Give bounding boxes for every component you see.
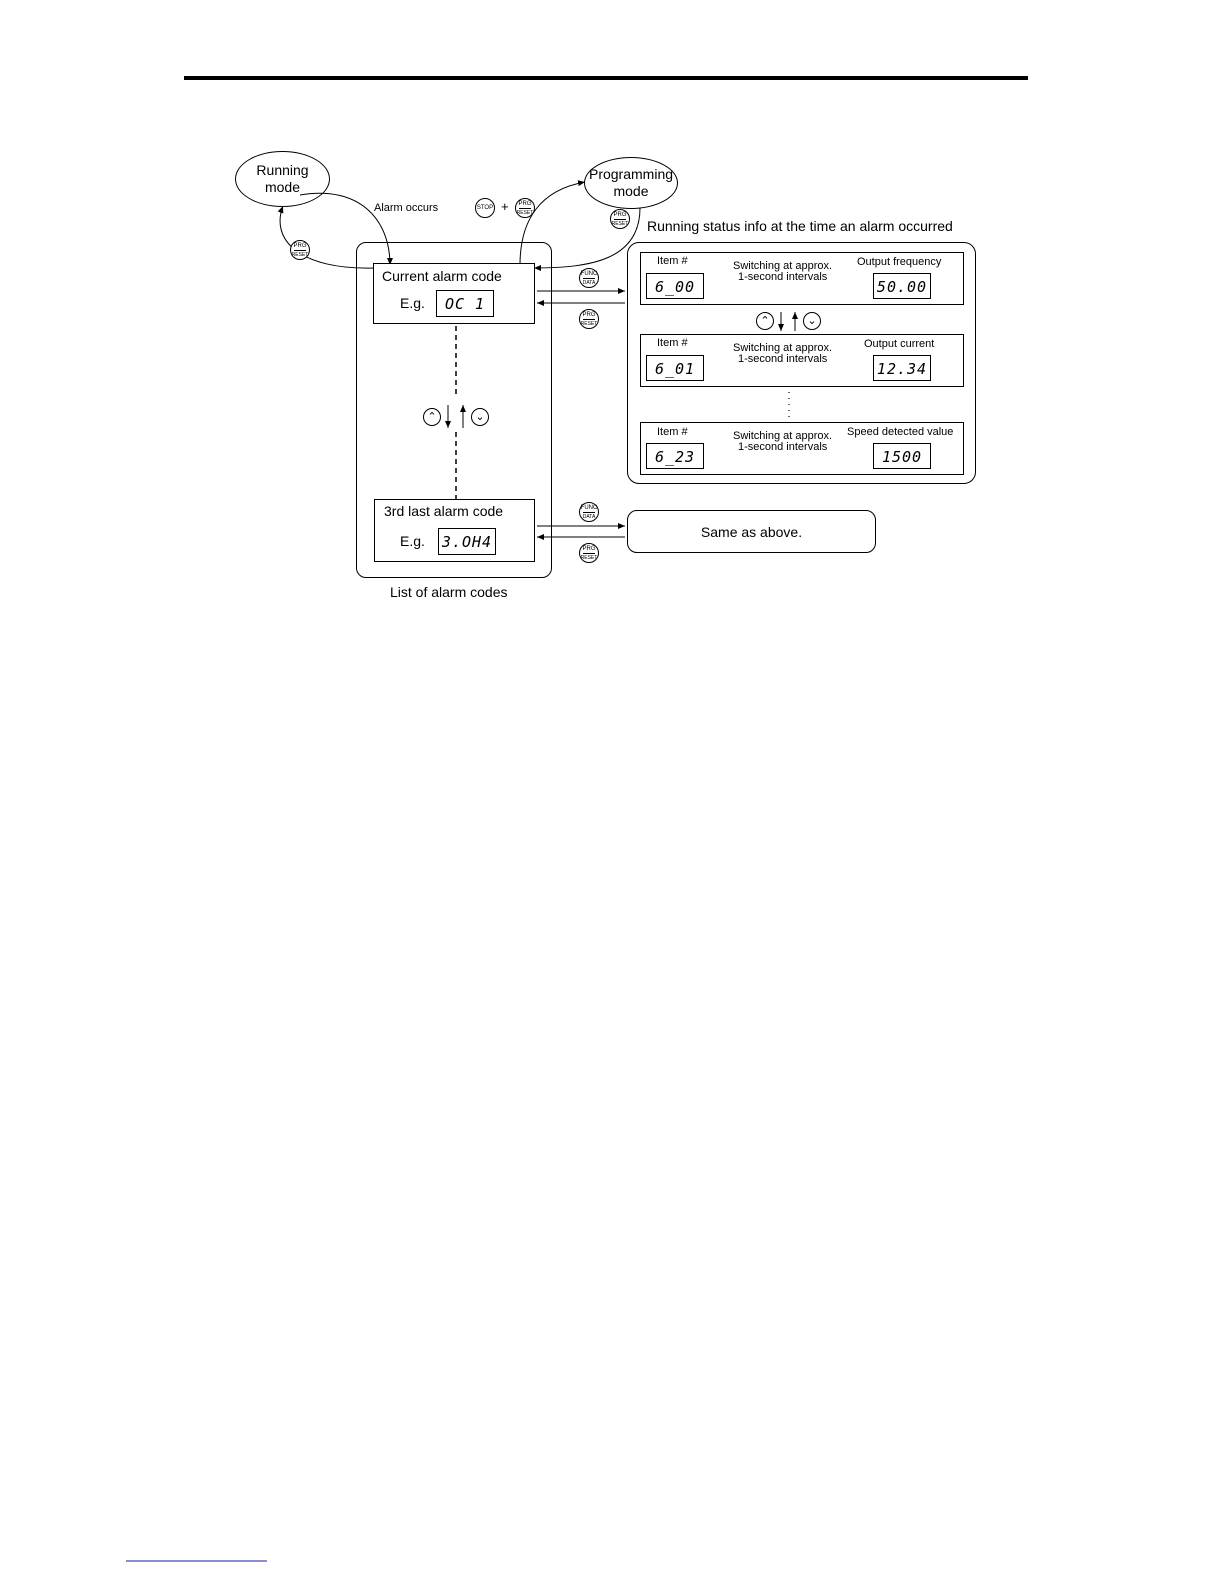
prg-reset-key-icon: PRG RESET xyxy=(579,309,599,329)
value-label: Speed detected value xyxy=(847,426,954,438)
status-row xyxy=(640,334,964,387)
running-mode-line1: Running xyxy=(256,162,309,178)
prg-reset-key-icon: PRG RESET xyxy=(579,543,599,563)
running-mode-node xyxy=(235,151,330,207)
item-code-display: 6_23 xyxy=(646,443,704,469)
current-alarm-code-box xyxy=(373,263,535,324)
third-last-alarm-display: 3.OH4 xyxy=(438,528,496,555)
value-display: 1500 xyxy=(873,443,931,469)
third-last-alarm-title: 3rd last alarm code xyxy=(384,503,504,519)
down-arrow-key-icon: ⌄ xyxy=(471,408,489,426)
up-arrow-key-icon: ⌃ xyxy=(423,408,441,426)
item-code-display: 6_00 xyxy=(646,273,704,299)
stop-key-icon: STOP xyxy=(475,198,495,218)
prg-reset-key-icon: PRG RESET xyxy=(290,240,310,260)
current-alarm-title: Current alarm code xyxy=(382,268,502,284)
switching-text-line1: Switching at approx. xyxy=(733,430,833,442)
item-code-display: 6_01 xyxy=(646,355,704,381)
func-data-key-icon: FUNC DATA xyxy=(579,268,599,288)
running-mode-line2: mode xyxy=(264,179,301,195)
plus-sign: + xyxy=(501,199,509,214)
item-label: Item # xyxy=(657,255,688,267)
value-display: 12.34 xyxy=(873,355,931,381)
status-row xyxy=(640,252,964,305)
running-status-title: Running status info at the time an alarm occurred xyxy=(647,218,953,234)
switching-text-line1: Switching at approx. xyxy=(733,342,833,354)
switching-text-line2: 1-second intervals xyxy=(738,353,828,365)
prg-reset-key-icon: PRG RESET xyxy=(515,198,535,218)
third-last-alarm-code-box xyxy=(374,499,535,562)
current-alarm-eg: E.g. xyxy=(400,295,425,311)
programming-mode-node xyxy=(584,157,678,209)
value-display: 50.00 xyxy=(873,273,931,299)
item-label: Item # xyxy=(657,337,688,349)
up-arrow-key-icon: ⌃ xyxy=(756,312,774,330)
item-label: Item # xyxy=(657,426,688,438)
third-last-alarm-eg: E.g. xyxy=(400,533,425,549)
alarm-list-caption: List of alarm codes xyxy=(390,584,508,600)
same-as-above-text: Same as above. xyxy=(700,524,803,540)
alarm-occurs-label: Alarm occurs xyxy=(374,202,439,214)
value-label: Output current xyxy=(864,338,935,350)
func-data-key-icon: FUNC DATA xyxy=(579,502,599,522)
down-arrow-key-icon: ⌄ xyxy=(803,312,821,330)
switching-text-line1: Switching at approx. xyxy=(733,260,833,272)
same-as-above-box xyxy=(627,510,876,553)
switching-text-line2: 1-second intervals xyxy=(738,441,828,453)
status-row xyxy=(640,422,964,475)
value-label: Output frequency xyxy=(857,256,942,268)
programming-mode-line2: mode xyxy=(613,183,649,199)
prg-reset-key-icon: PRG RESET xyxy=(610,209,630,229)
programming-mode-line1: Programming xyxy=(588,166,674,182)
switching-text-line2: 1-second intervals xyxy=(738,271,828,283)
current-alarm-display: OC 1 xyxy=(436,290,494,317)
